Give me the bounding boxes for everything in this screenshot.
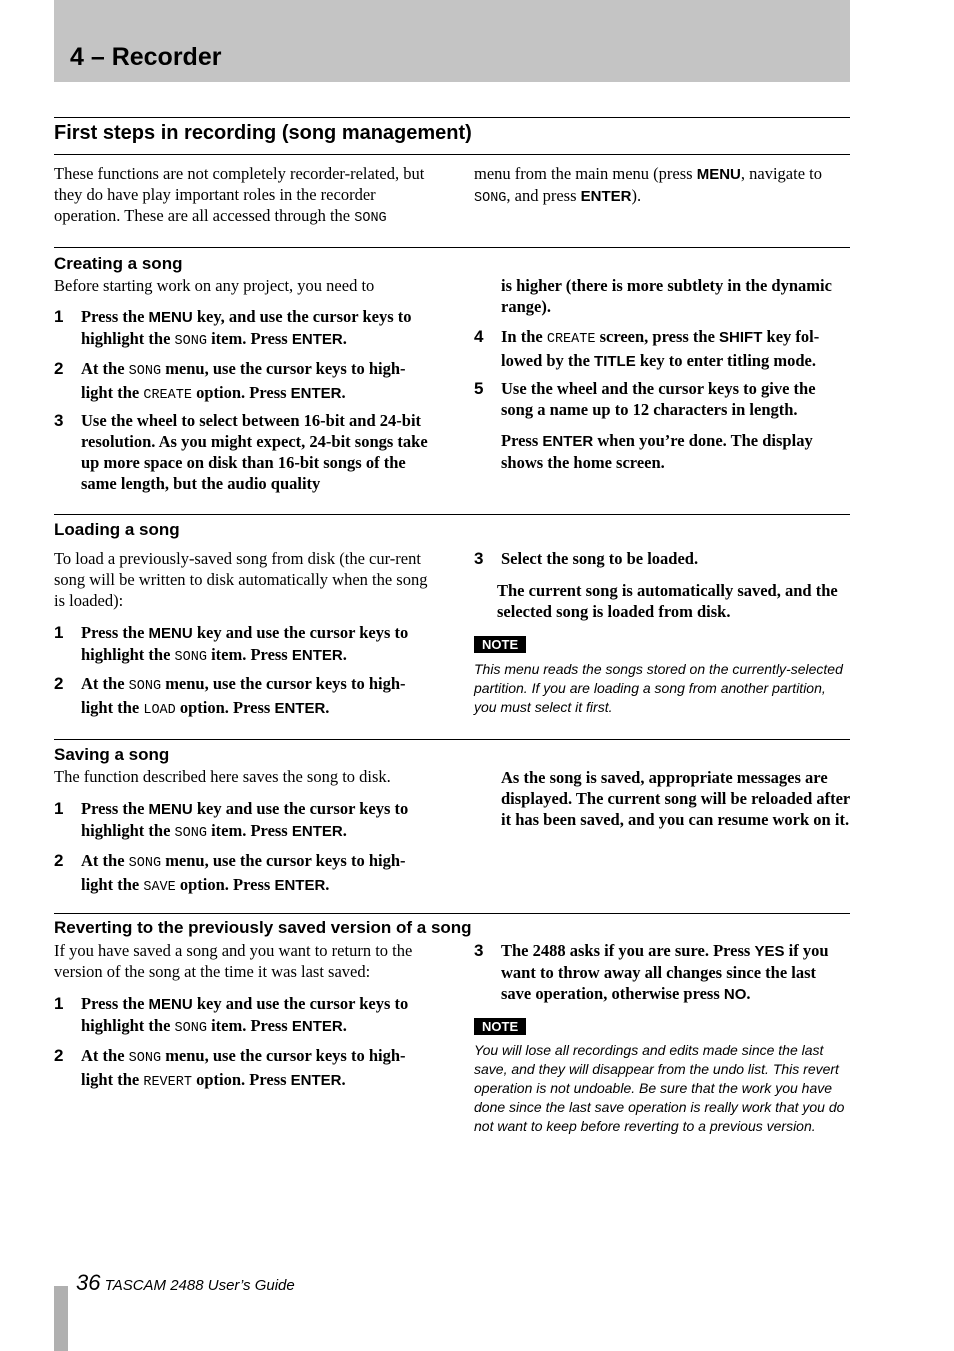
saving-after: As the song is saved, appropriate messages are displayed. The current song will be reloaded after it has been saved, and you can resume work on it. <box>501 768 850 829</box>
loading-step-2: 2 At the SONG menu, use the cursor keys to high-light the LOAD option. Press ENTER. <box>54 674 406 718</box>
loading-step-1: 1 Press the MENU key and use the cursor keys to highlight the SONG item. Press ENTER. <box>54 623 409 665</box>
reverting-step-3: 3 The 2488 asks if you are sure. Press YES if you want to throw away all changes since the last save operation, otherwise press NO. <box>474 941 829 1003</box>
creating-title: Creating a song <box>54 254 183 273</box>
saving-rule <box>54 739 850 740</box>
reverting-rule <box>54 913 850 914</box>
saving-intro: The function described here saves the song to disk. <box>54 767 391 786</box>
reverting-note-badge: NOTE <box>474 1018 526 1035</box>
reverting-step-2: 2 At the SONG menu, use the cursor keys to high-light the REVERT option. Press ENTER. <box>54 1046 406 1090</box>
saving-step-2: 2 At the SONG menu, use the cursor keys to high-light the SAVE option. Press ENTER. <box>54 851 406 895</box>
section-title: First steps in recording (song management) <box>54 122 472 144</box>
loading-rule <box>54 514 850 515</box>
reverting-note-text: You will lose all recordings and edits made since the last save, and they will disappear from the undo list. This revert operation is not undoable. Be sure that the work you have done since the last save operation is really work that you do not want to keep before reverting to a previous version. <box>474 1042 845 1134</box>
page-number: 36 <box>76 1270 101 1295</box>
reverting-intro: If you have saved a song and you want to return to the version of the song at the time it was last saved: <box>54 941 413 981</box>
loading-step-3-after: The current song is automatically saved, and the selected song is loaded from disk. <box>497 581 838 621</box>
creating-rule <box>54 247 850 248</box>
loading-intro: To load a previously-saved song from disk (the cur-rent song will be written to disk automatically when the song is loaded): <box>54 549 428 610</box>
loading-note-badge: NOTE <box>474 636 526 653</box>
creating-step-5: 5 Use the wheel and the cursor keys to give the song a name up to 12 characters in length. <box>474 379 816 419</box>
guide-title: TASCAM 2488 User’s Guide <box>104 1277 295 1294</box>
section-bottom-rule <box>54 154 850 155</box>
saving-step-1: 1 Press the MENU key and use the cursor keys to highlight the SONG item. Press ENTER. <box>54 799 409 841</box>
page-footer <box>76 1268 295 1301</box>
loading-title: Loading a song <box>54 520 180 539</box>
reverting-title: Reverting to the previously saved version of a song <box>54 918 472 937</box>
creating-step-5-after: Press ENTER when you’re done. The display shows the home screen. <box>501 431 813 472</box>
reverting-step-1: 1 Press the MENU key and use the cursor keys to highlight the SONG item. Press ENTER. <box>54 994 409 1036</box>
section-intro-right: menu from the main menu (press MENU, navigate to SONG, and press ENTER). <box>474 164 822 206</box>
footer-bar <box>54 1286 68 1351</box>
creating-step-1: 1 Press the MENU key, and use the cursor keys to highlight the SONG item. Press ENTER. <box>54 307 412 349</box>
chapter-title: 4 – Recorder <box>70 43 222 71</box>
loading-step-3: 3 Select the song to be loaded. <box>474 549 699 568</box>
saving-title: Saving a song <box>54 745 170 764</box>
creating-step-3: 3 Use the wheel to select between 16-bit and 24-bit resolution. As you might expect, 24-bit songs take up more space on disk than 16-bit songs of the same length, but the audio quality <box>54 411 428 493</box>
creating-step-4: 4 In the CREATE screen, press the SHIFT key fol-lowed by the TITLE key to enter titling mode. <box>474 327 820 370</box>
creating-step-2: 2 At the SONG menu, use the cursor keys to high-light the CREATE option. Press ENTER. <box>54 359 406 403</box>
loading-note-text: This menu reads the songs stored on the currently-selected partition. If you are loading a song from another partition, you must select it first. <box>474 661 843 715</box>
section-intro-left: These functions are not completely recorder-related, but they do have play important roles in the recorder operation. These are all accessed through the SONG <box>54 164 425 226</box>
section-top-rule <box>54 117 850 118</box>
creating-step-3-continued: is higher (there is more subtlety in the dynamic range). <box>501 276 832 316</box>
creating-intro: Before starting work on any project, you need to <box>54 276 375 295</box>
